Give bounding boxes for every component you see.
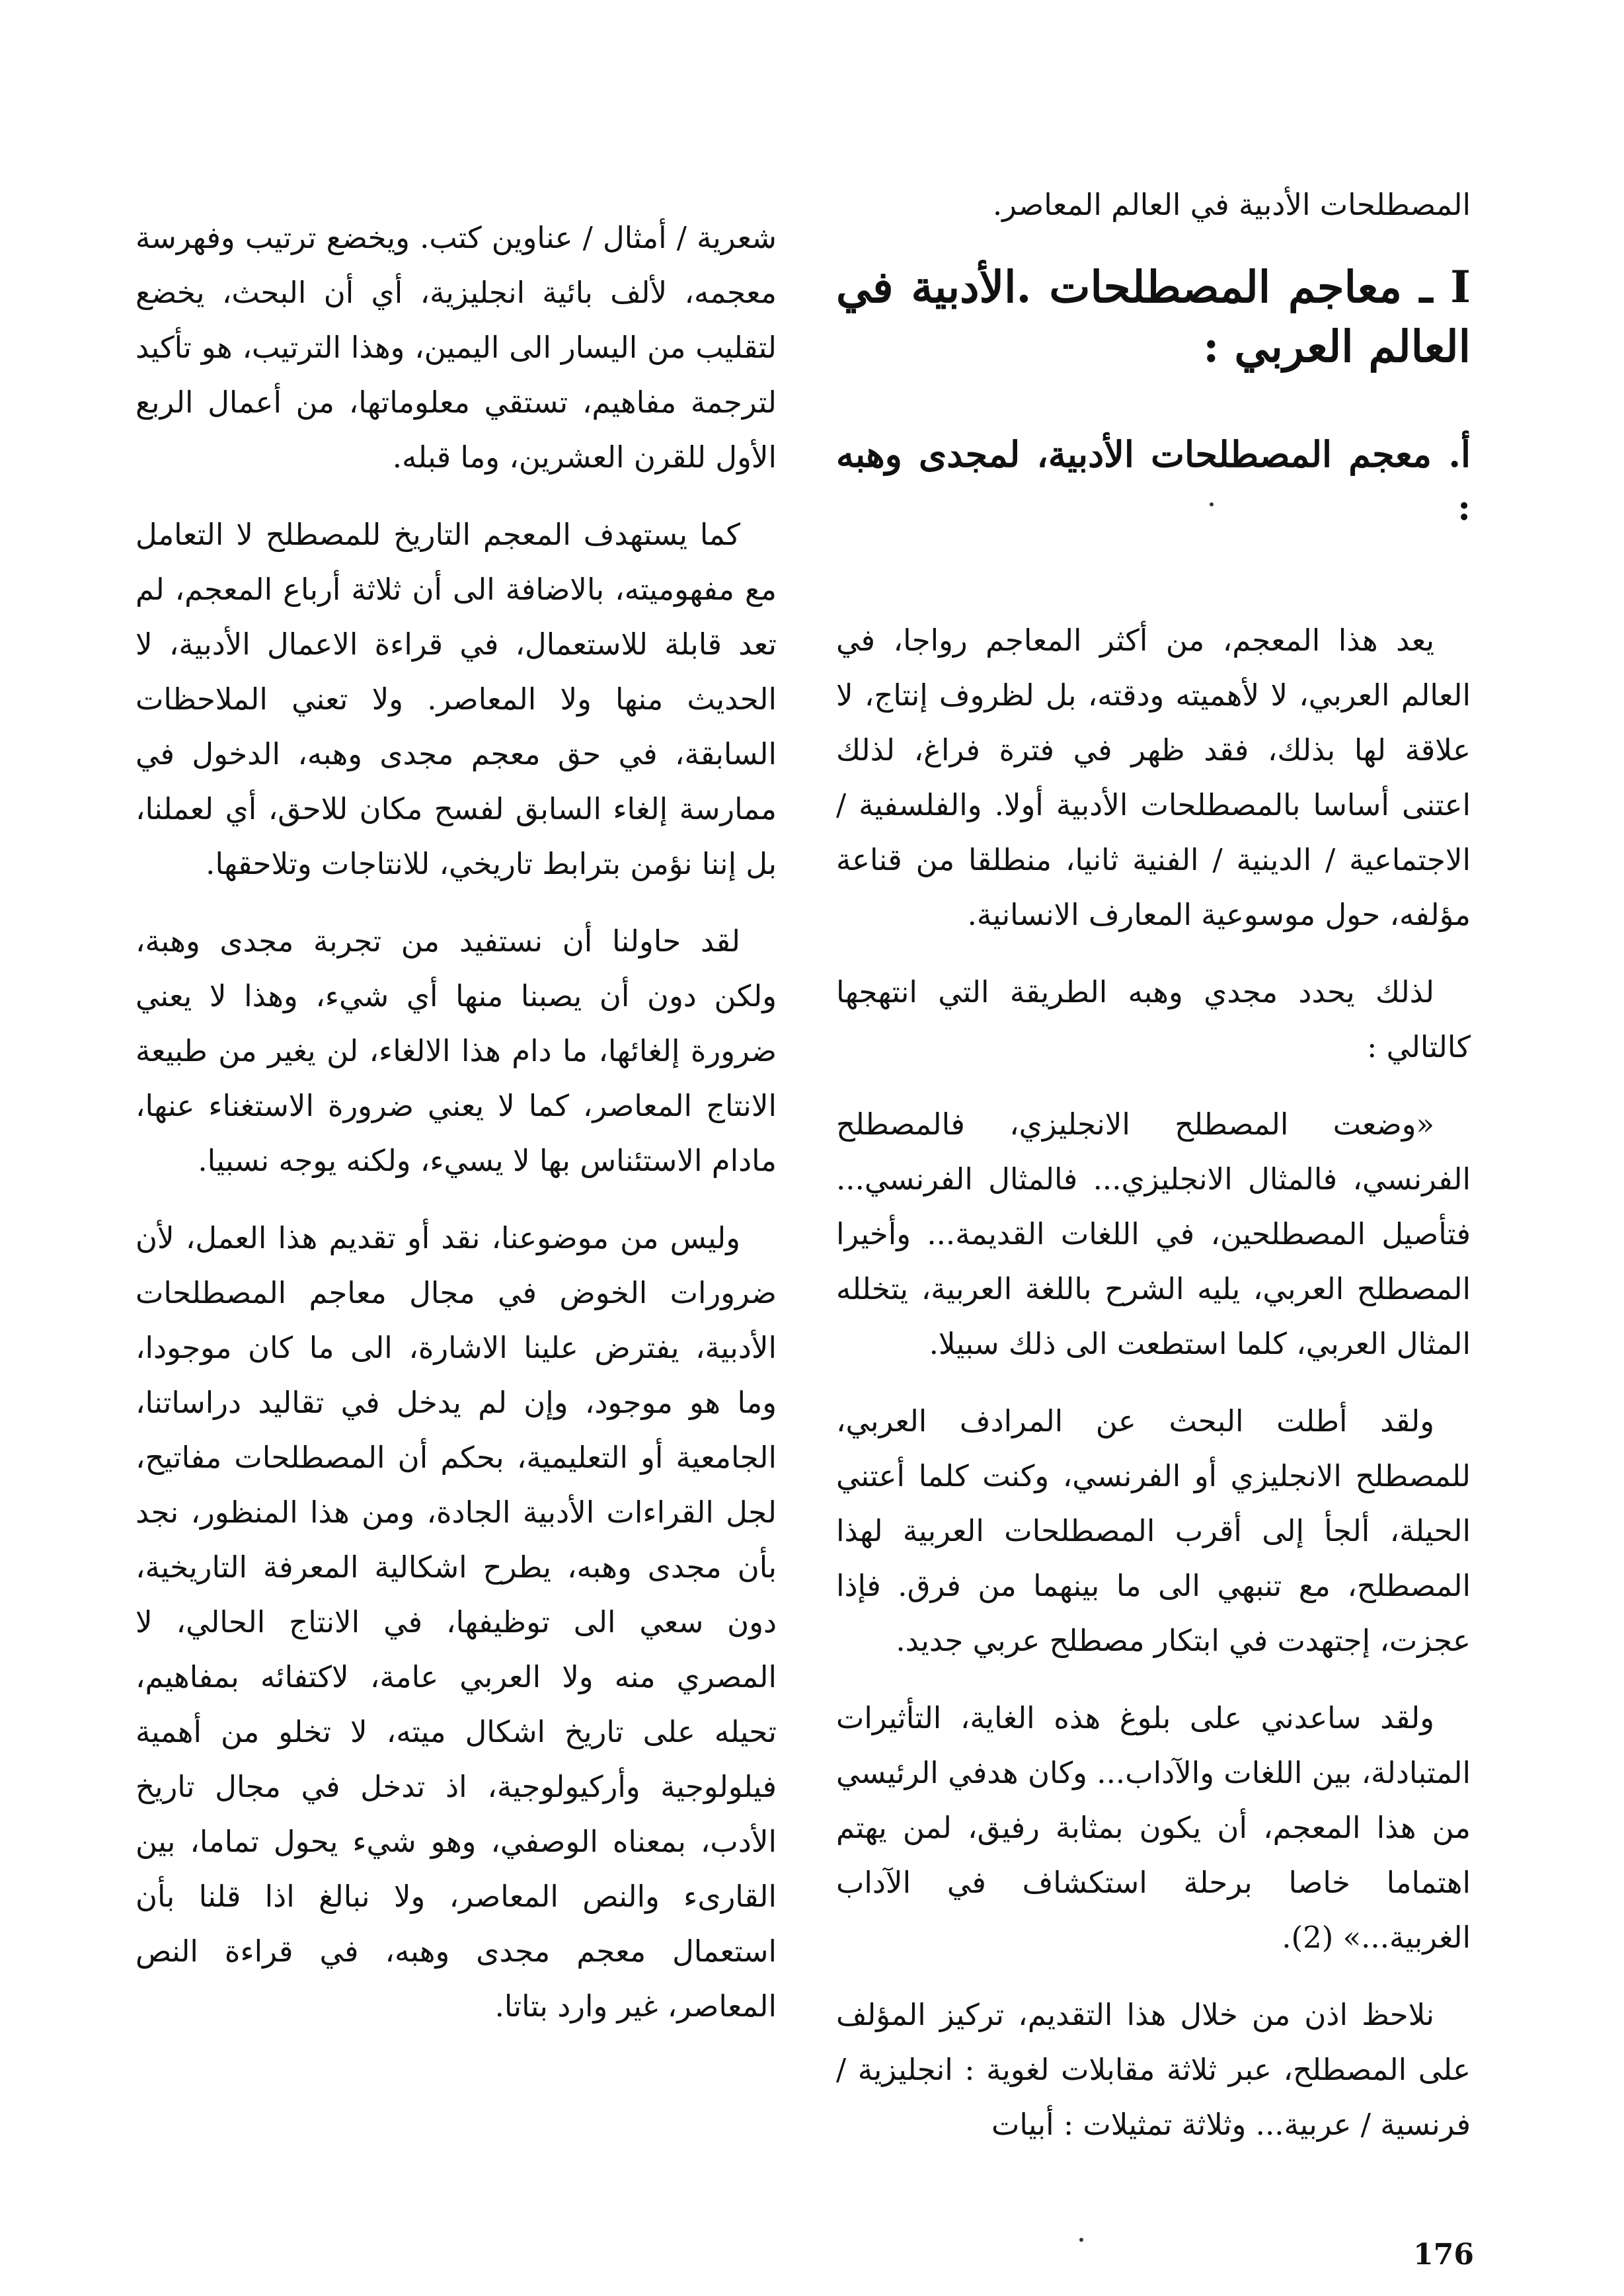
page-number: 176 [1413,2238,1474,2272]
quote-paragraph: ولقد ساعدني على بلوغ هذه الغاية، التأثيرات المتبادلة، بين اللغات والآداب... وكان هدفي الرئيسي من هذا المعجم، أن يكون بمثابة رفيق، لمن يهتم اهتماما خاصا برحلة استكشاف في الآداب الغربية...» (2). [836,1700,1471,1955]
section-heading: I ـ معاجم المصطلحات .الأدبية في العالم العربي : [836,261,1471,372]
left-column [135,210,777,2056]
subheading: أ. معجم المصطلحات الأدبية، لمجدى وهبه : [836,433,1471,528]
paragraph: نلاحظ اذن من خلال هذا التقديم، تركيز المؤلف على المصطلح، عبر ثلاثة مقابلات لغوية : انجليزية / فرنسية / عربية... وثلاثة تمثيلات : أبيات [836,1997,1471,2142]
paragraph: لذلك يحدد مجدي وهبه الطريقة التي انتهجها كالتالي : [836,974,1471,1064]
paragraph: وليس من موضوعنا، نقد أو تقديم هذا العمل، لأن ضرورات الخوض في مجال معاجم المصطلحات الأدبية، يفترض علينا الاشارة، الى ما كان موجودا، وما هو موجود، وإن لم يدخل في تقاليد دراساتنا، الجامعية أو التعليمية، بحكم أن المصطلحات مفاتيح، لجل القراءات الأدبية الجادة، ومن هذا المنظور، نجد بأن مجدى وهبه، يطرح اشكالية المعرفة التاريخية، دون سعي الى توظيفها، في الانتاج الحالي، لا المصري منه ولا العربي عامة، لاكتفائه بمفاهيم، تحيله على تاريخ اشكال ميته، لا تخلو من أهمية فيلولوجية وأركيولوجية، اذ تدخل في مجال تاريخ الأدب، بمعناه الوصفي، وهو شيء يحول تماما، بين القارىء والنص المعاصر، ولا نبالغ اذا قلنا بأن استعمال معجم مجدى وهبه، في قراءة النص المعاصر، غير وارد بتاتا. [135,1220,777,2024]
paragraph: يعد هذا المعجم، من أكثر المعاجم رواجا، في العالم العربي، لا لأهميته ودقته، بل لظروف إنتاج، لا علاقة لها بذلك، فقد ظهر في فترة فراغ، لذلك اعتنى أساسا بالمصطلحات الأدبية أولا. والفلسفية / الاجتماعية / الدينية / الفنية ثانيا، منطلقا من قناعة مؤلفه، حول موسوعية المعارف الانسانية. [836,623,1471,932]
paragraph: لقد حاولنا أن نستفيد من تجربة مجدى وهبة، ولكن دون أن يصبنا منها أي شيء، وهذا لا يعني ضرورة إلغائها، ما دام هذا الالغاء، لن يغير من طبيعة الانتاج المعاصر، كما لا يعني ضرورة الاستغناء عنها، مادام الاستئناس بها لا يسيء، ولكنه يوجه نسبيا. [135,924,777,1178]
intro-line: المصطلحات الأدبية في العالم المعاصر. [992,187,1471,222]
quote-paragraph: ولقد أطلت البحث عن المرادف العربي، للمصطلح الانجليزي أو الفرنسي، وكنت كلما أعتني الحيلة، ألجأ إلى أقرب المصطلحات العربية لهذا المصطلح، مع تنبهي الى ما بينهما من فرق. فإذا عجزت، إجتهدت في ابتكار مصطلح عربي جديد. [836,1404,1471,1658]
right-column [836,177,1471,2174]
paragraph: شعرية / أمثال / عناوين كتب. ويخضع ترتيب وفهرسة معجمه، لألف بائية انجليزية، أي أن البحث، يخضع لتقليب من اليسار الى اليمين، وهذا الترتيب، هو تأكيد لترجمة مفاهيم، تستقي معلوماتها، من أعمال الربع الأول للقرن العشرين، وما قبله. [135,220,777,475]
quote-paragraph: «وضعت المصطلح الانجليزي، فالمصطلح الفرنسي، فالمثال الانجليزي... فالمثال الفرنسي... فتأصيل المصطلحين، في اللغات القديمة... وأخيرا المصطلح العربي، يليه الشرح باللغة العربية، يتخلله المثال العربي، كلما استطعت الى ذلك سبيلا. [836,1107,1471,1361]
paragraph: كما يستهدف المعجم التاريخ للمصطلح لا التعامل مع مفهوميته، بالاضافة الى أن ثلاثة أرباع المعجم، لم تعد قابلة للاستعمال، في قراءة الاعمال الأدبية، لا الحديث منها ولا المعاصر. ولا تعني الملاحظات السابقة، في حق معجم مجدى وهبه، الدخول في ممارسة إلغاء السابق لفسح مكان للاحق، أي لعملنا، بل إننا نؤمن بترابط تاريخي، للانتاجات وتلاحقها. [135,517,777,881]
scan-speck [1210,502,1214,506]
scan-speck [1079,2238,1083,2242]
